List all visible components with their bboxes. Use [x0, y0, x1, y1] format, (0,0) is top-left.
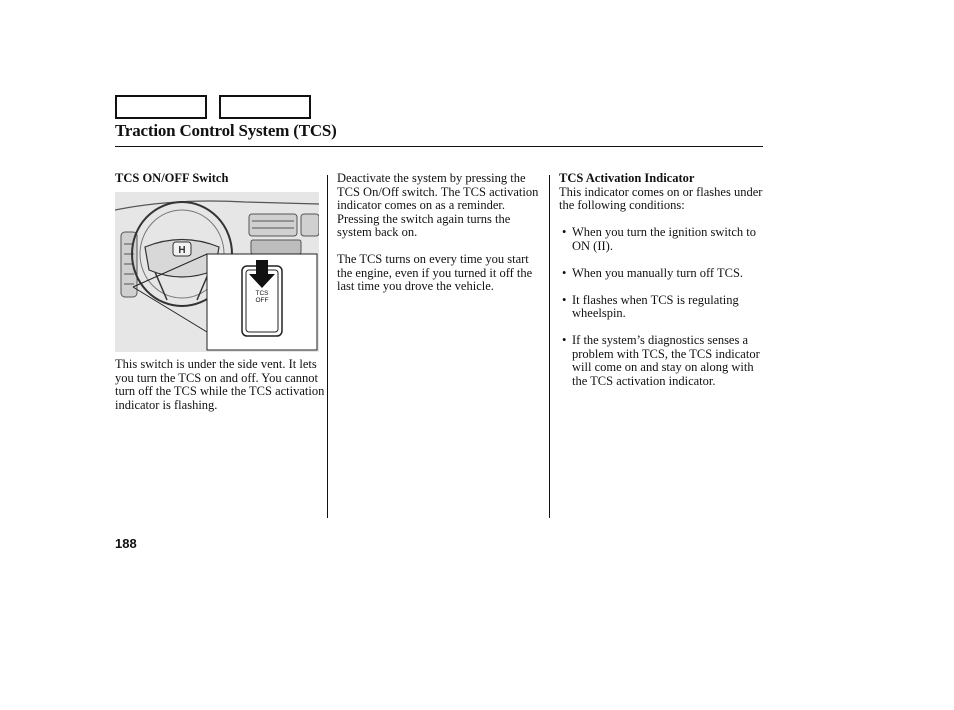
- page-number: 188: [115, 536, 137, 551]
- list-item: • When you manually turn off TCS.: [559, 267, 763, 281]
- list-item: • It flashes when TCS is regulating wheelspin.: [559, 294, 763, 321]
- nav-tab-next[interactable]: [219, 95, 311, 119]
- dashboard-illustration: [115, 192, 319, 352]
- switch-heading: TCS ON/OFF Switch: [115, 171, 229, 185]
- switch-description: This switch is under the side vent. It lets you turn the TCS on and off. You cannot turn off the TCS while the TCS activation indicator is flashing.: [115, 357, 325, 412]
- list-item: • When you turn the ignition switch to ON (II).: [559, 226, 763, 253]
- deactivate-paragraph: Deactivate the system by pressing the TCS On/Off switch. The TCS activation indicator comes on as a reminder. Pressing the switch again turns the system back on.: [337, 171, 539, 239]
- indicator-heading: TCS Activation Indicator: [559, 171, 695, 185]
- right-column: [559, 172, 763, 388]
- middle-column: [337, 172, 543, 294]
- page-title: Traction Control System (TCS): [115, 121, 337, 140]
- list-item: • If the system’s diagnostics senses a problem with TCS, the TCS indicator will come on and stay on along with the TCS activation indicator.: [559, 334, 763, 388]
- tcs-label-line1: TCS: [255, 290, 269, 297]
- left-column: [115, 172, 325, 186]
- tcs-label-line2: OFF: [255, 297, 269, 304]
- condition-list: [559, 226, 763, 388]
- title-divider: [115, 146, 763, 147]
- column-divider-2: [549, 175, 550, 518]
- dashboard-drawing: [115, 192, 319, 352]
- engine-start-paragraph: The TCS turns on every time you start the engine, even if you turned it off the last time you drove the vehicle.: [337, 252, 533, 293]
- nav-tab-previous[interactable]: [115, 95, 207, 119]
- tcs-off-button-label: [242, 290, 282, 304]
- column-divider-1: [327, 175, 328, 518]
- indicator-intro: This indicator comes on or flashes under the following conditions:: [559, 184, 763, 212]
- svg-text:H: H: [178, 245, 186, 256]
